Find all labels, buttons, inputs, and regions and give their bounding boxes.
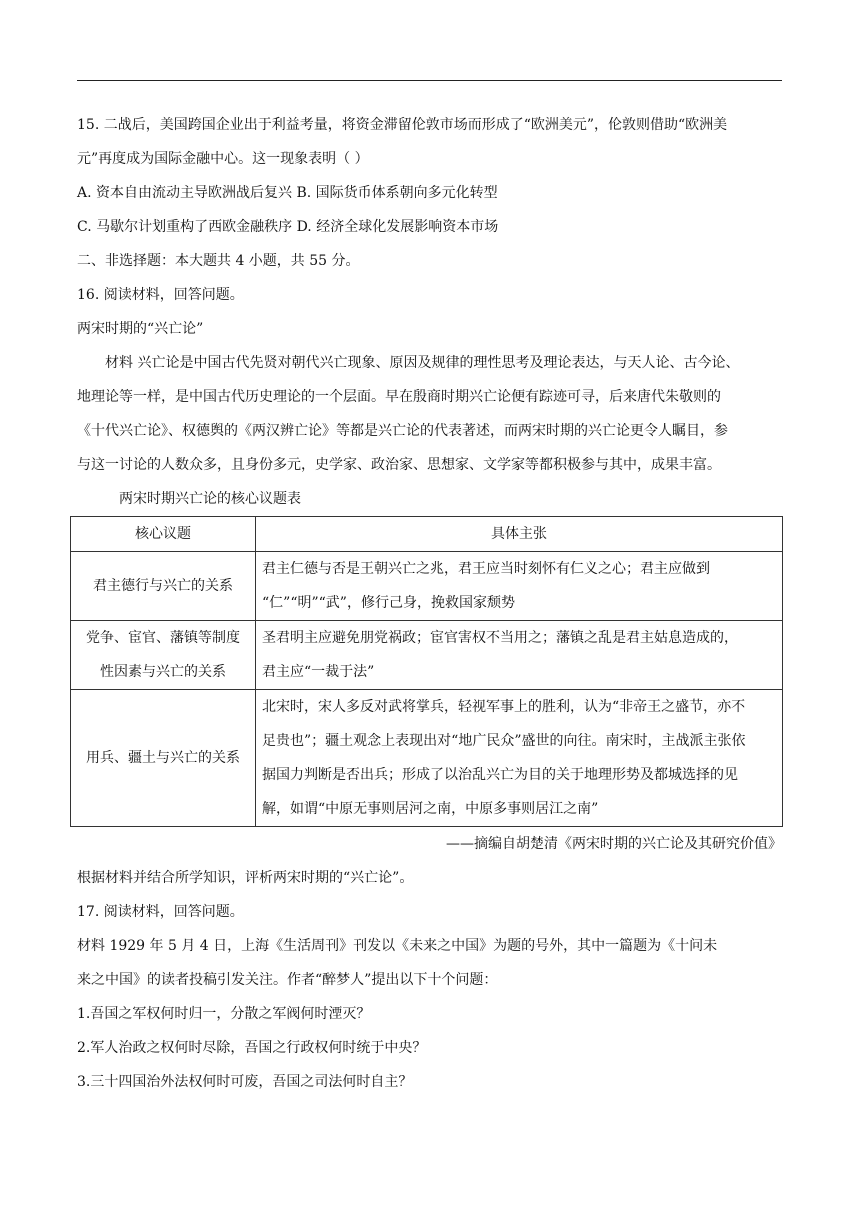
q16-material-line: 《十代兴亡论》、权德舆的《两汉辨亡论》等都是兴亡论的代表著述，而两宋时期的兴亡论更令人瞩目，参	[77, 423, 728, 439]
cell-line: 据国力判断是否出兵；形成了以治乱兴亡为目的关于地理形势及都城选择的见	[262, 767, 738, 783]
table-cell-topic	[71, 690, 256, 827]
table-row	[71, 621, 783, 690]
core-topics-table	[70, 516, 783, 827]
table-row	[71, 552, 783, 621]
cell-line: 解，如谓“中原无事则居河之南，中原多事则居江之南”	[262, 801, 599, 817]
q17-question-item: 1.吾国之军权何时归一，分散之军阀何时湮灭？	[77, 1006, 371, 1022]
table-caption: 两宋时期兴亡论的核心议题表	[119, 491, 301, 507]
table-cell-content	[256, 621, 783, 690]
table-cell-topic	[71, 552, 256, 621]
q17-material-line: 材料 1929 年 5 月 4 日，上海《生活周刊》刊发以《未来之中国》为题的号外，其中一篇题为《十问未	[77, 938, 718, 954]
document-body	[77, 108, 782, 1099]
source-citation: ——摘编自胡楚清《两宋时期的兴亡论及其研究价值》	[446, 836, 782, 852]
cell-line: “仁”“明”“武”，修行己身，挽救国家颓势	[262, 595, 515, 611]
table-cell-topic	[71, 621, 256, 690]
q16-title: 两宋时期的“兴亡论”	[77, 321, 204, 337]
cell-line: 北宋时，宋人多反对武将掌兵，轻视军事上的胜利，认为“非帝王之盛节，亦不	[262, 699, 746, 715]
cell-line: 君主仁德与否是王朝兴亡之兆，君王应当时刻怀有仁义之心；君主应做到	[262, 561, 710, 577]
section-heading: 二、非选择题：本大题共 4 小题，共 55 分。	[77, 253, 360, 269]
q15-options-cd: C. 马歇尔计划重构了西欧金融秩序 D. 经济全球化发展影响资本市场	[77, 219, 499, 235]
q16-heading: 16. 阅读材料，回答问题。	[77, 287, 244, 303]
cell-line: 君主应“一裁于法”	[262, 664, 375, 680]
table-cell-content	[256, 552, 783, 621]
q17-material-line: 来之中国》的读者投稿引发关注。作者“醉梦人”提出以下十个问题：	[77, 972, 498, 988]
q15-line-1: 15. 二战后，美国跨国企业出于利益考量，将资金滞留伦敦市场而形成了“欧洲美元”，伦敦则借助“欧洲美	[77, 117, 728, 133]
table-header-row	[71, 517, 783, 552]
cell-line: 君主德行与兴亡的关系	[93, 578, 233, 594]
cell-line: 圣君明主应避免朋党祸政；宦官害权不当用之；藩镇之乱是君主姑息造成的，	[262, 630, 738, 646]
q17-question-item: 2.军人治政之权何时尽除，吾国之行政权何时统于中央？	[77, 1040, 427, 1056]
table-header-topic: 核心议题	[71, 517, 256, 552]
table-header-content: 具体主张	[256, 517, 783, 552]
q16-material-line: 与这一讨论的人数众多，且身份多元，史学家、政治家、思想家、文学家等都积极参与其中，成果丰富。	[77, 457, 721, 473]
cell-line: 党争、宦官、藩镇等制度	[86, 630, 240, 646]
header-rule	[77, 80, 782, 81]
cell-line: 足贵也”；疆土观念上表现出对“地广民众”盛世的向往。南宋时，主战派主张依	[262, 733, 746, 749]
cell-line: 性因素与兴亡的关系	[100, 664, 226, 680]
q15-options-ab: A. 资本自由流动主导欧洲战后复兴 B. 国际货币体系朝向多元化转型	[77, 185, 498, 201]
q17-question-item: 3.三十四国治外法权何时可废，吾国之司法何时自主？	[77, 1074, 413, 1090]
q16-material-line: 材料 兴亡论是中国古代先贤对朝代兴亡现象、原因及规律的理性思考及理论表达，与天人论、古今论、	[105, 355, 740, 371]
q16-question: 根据材料并结合所学知识，评析两宋时期的“兴亡论”。	[77, 870, 414, 886]
q15-line-2: 元”再度成为国际金融中心。这一现象表明（ ）	[77, 151, 369, 167]
q16-material-line: 地理论等一样，是中国古代历史理论的一个层面。早在殷商时期兴亡论便有踪迹可寻，后来唐代朱敬则的	[77, 389, 721, 405]
q17-heading: 17. 阅读材料，回答问题。	[77, 904, 244, 920]
table-cell-content	[256, 690, 783, 827]
cell-line: 用兵、疆土与兴亡的关系	[86, 750, 240, 766]
table-row	[71, 690, 783, 827]
